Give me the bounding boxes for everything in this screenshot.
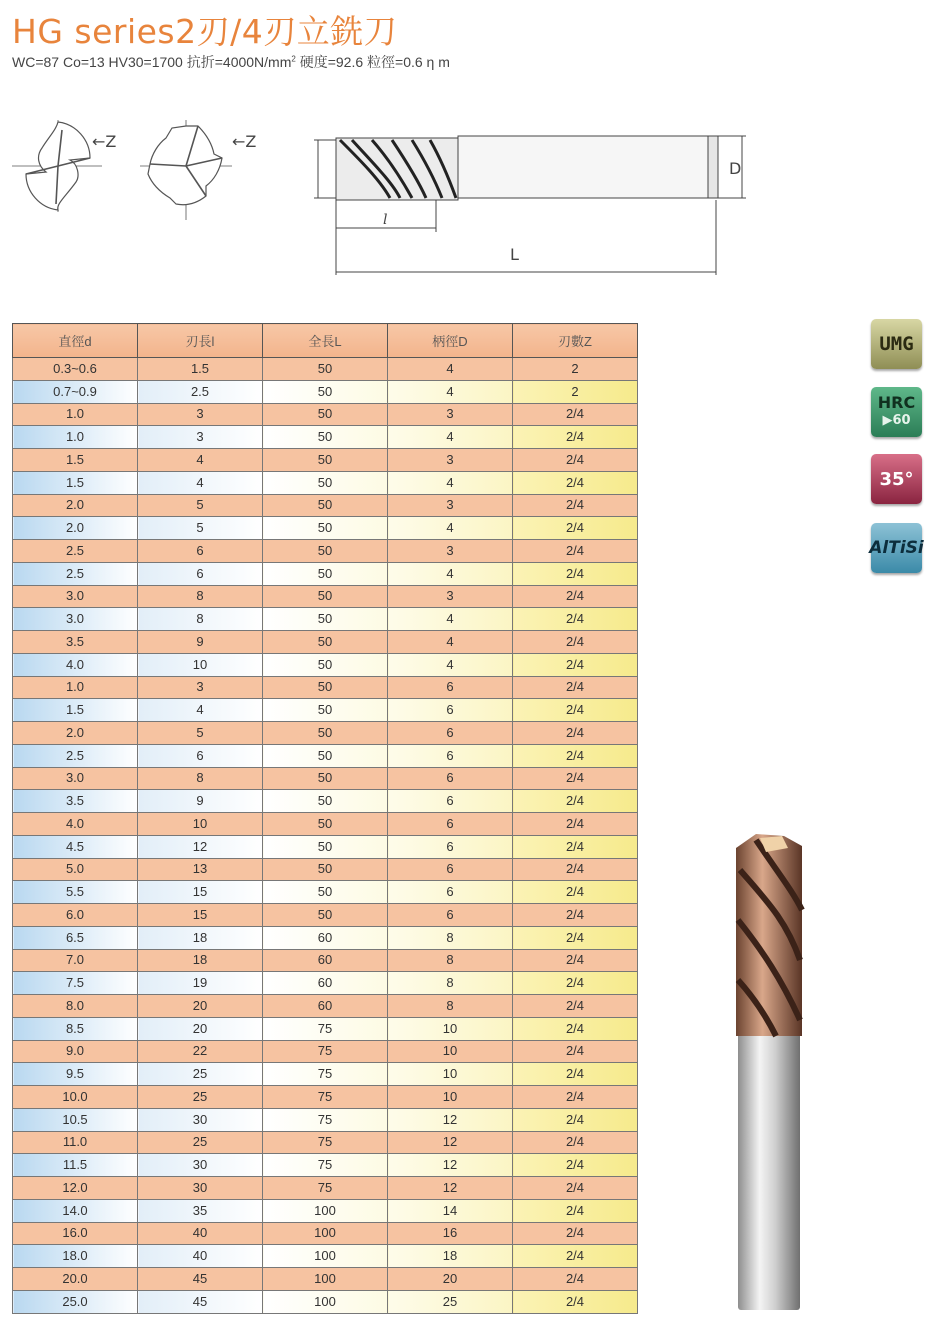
table-cell: 30 (138, 1108, 263, 1131)
umg-badge (871, 319, 922, 369)
table-row (13, 585, 638, 608)
table-cell: 6.5 (13, 926, 138, 949)
table-row (13, 1131, 638, 1154)
table-cell: 10.5 (13, 1108, 138, 1131)
table-cell: 6 (388, 722, 513, 745)
table-cell: 8 (138, 767, 263, 790)
table-cell: 6 (388, 699, 513, 722)
table-cell: 50 (263, 744, 388, 767)
table-cell: 3.0 (13, 608, 138, 631)
four-flute-end-view (140, 120, 232, 220)
table-cell: 8 (388, 949, 513, 972)
table-cell: 2/4 (513, 471, 638, 494)
table-cell: 15 (138, 881, 263, 904)
table-cell: 2/4 (513, 676, 638, 699)
table-cell: 50 (263, 585, 388, 608)
z-label-4flute: ←Z (232, 132, 257, 151)
table-row (13, 1154, 638, 1177)
table-row (13, 767, 638, 790)
table-cell: 12 (388, 1177, 513, 1200)
table-cell: 75 (263, 1086, 388, 1109)
table-cell: 6 (388, 676, 513, 699)
table-cell: 6 (388, 790, 513, 813)
table-row (13, 813, 638, 836)
table-cell: 2/4 (513, 653, 638, 676)
table-cell: 2/4 (513, 1017, 638, 1040)
table-cell: 2 (513, 358, 638, 381)
table-cell: 10.0 (13, 1086, 138, 1109)
table-cell: 2/4 (513, 995, 638, 1018)
table-cell: 14.0 (13, 1199, 138, 1222)
table-cell: 2.5 (13, 562, 138, 585)
table-cell: 9 (138, 631, 263, 654)
table-cell: 2.0 (13, 494, 138, 517)
table-cell: 2/4 (513, 926, 638, 949)
table-cell: 3 (138, 676, 263, 699)
table-cell: 50 (263, 790, 388, 813)
table-cell: 4 (138, 699, 263, 722)
table-cell: 25 (138, 1063, 263, 1086)
table-cell: 50 (263, 722, 388, 745)
table-cell: 2/4 (513, 813, 638, 836)
table-cell: 0.7~0.9 (13, 380, 138, 403)
table-cell: 50 (263, 517, 388, 540)
table-cell: 2/4 (513, 1040, 638, 1063)
table-cell: 2/4 (513, 972, 638, 995)
table-row (13, 608, 638, 631)
table-cell: 75 (263, 1017, 388, 1040)
table-cell: 5 (138, 494, 263, 517)
table-cell: 3.5 (13, 631, 138, 654)
table-cell: 50 (263, 767, 388, 790)
table-cell: 2/4 (513, 562, 638, 585)
table-row (13, 790, 638, 813)
table-cell: 2.5 (138, 380, 263, 403)
table-cell: 2/4 (513, 1086, 638, 1109)
table-cell: 100 (263, 1222, 388, 1245)
table-cell: 50 (263, 813, 388, 836)
table-cell: 12 (138, 835, 263, 858)
table-cell: 50 (263, 403, 388, 426)
table-cell: 16.0 (13, 1222, 138, 1245)
table-cell: 2.0 (13, 722, 138, 745)
helix-angle-text: 35° (879, 468, 914, 490)
table-cell: 3 (388, 403, 513, 426)
table-cell: 75 (263, 1131, 388, 1154)
table-cell: 2/4 (513, 517, 638, 540)
header-flutes: 刃數Z (513, 324, 638, 358)
table-cell: 2.0 (13, 517, 138, 540)
table-cell: 5 (138, 722, 263, 745)
table-cell: 2/4 (513, 881, 638, 904)
table-row (13, 949, 638, 972)
table-cell: 0.3~0.6 (13, 358, 138, 381)
table-row (13, 1177, 638, 1200)
table-cell: 2/4 (513, 1268, 638, 1291)
table-cell: 4 (388, 631, 513, 654)
table-cell: 2/4 (513, 835, 638, 858)
table-cell: 50 (263, 676, 388, 699)
table-cell: 2.5 (13, 744, 138, 767)
table-row (13, 1245, 638, 1268)
header-overall-length: 全長L (263, 324, 388, 358)
table-cell: 75 (263, 1040, 388, 1063)
table-cell: 19 (138, 972, 263, 995)
table-cell: 50 (263, 471, 388, 494)
table-cell: 6.0 (13, 904, 138, 927)
table-row (13, 653, 638, 676)
table-cell: 1.0 (13, 426, 138, 449)
table-cell: 75 (263, 1177, 388, 1200)
table-cell: 2/4 (513, 858, 638, 881)
table-cell: 18 (138, 926, 263, 949)
hrc-badge (871, 387, 922, 437)
table-cell: 15 (138, 904, 263, 927)
table-row (13, 744, 638, 767)
table-row (13, 926, 638, 949)
table-cell: 4 (388, 380, 513, 403)
table-cell: 8.5 (13, 1017, 138, 1040)
table-cell: 60 (263, 995, 388, 1018)
table-cell: 50 (263, 699, 388, 722)
table-cell: 18 (138, 949, 263, 972)
table-row (13, 1108, 638, 1131)
table-cell: 6 (388, 858, 513, 881)
table-cell: 2/4 (513, 631, 638, 654)
table-cell: 35 (138, 1199, 263, 1222)
table-cell: 3.0 (13, 585, 138, 608)
table-cell: 6 (388, 744, 513, 767)
table-cell: 5.0 (13, 858, 138, 881)
table-cell: 75 (263, 1108, 388, 1131)
table-cell: 2/4 (513, 699, 638, 722)
table-cell: 18 (388, 1245, 513, 1268)
table-cell: 1.5 (13, 699, 138, 722)
header-shank-diameter: 柄徑D (388, 324, 513, 358)
table-cell: 10 (388, 1063, 513, 1086)
table-row (13, 449, 638, 472)
table-row (13, 540, 638, 563)
table-cell: 25 (138, 1086, 263, 1109)
table-cell: 2/4 (513, 494, 638, 517)
table-cell: 2/4 (513, 1245, 638, 1268)
table-cell: 4 (388, 358, 513, 381)
table-cell: 2/4 (513, 949, 638, 972)
table-cell: 10 (388, 1040, 513, 1063)
table-cell: 2/4 (513, 790, 638, 813)
spec-table (12, 323, 638, 1314)
table-row (13, 904, 638, 927)
table-cell: 12 (388, 1108, 513, 1131)
table-cell: 16 (388, 1222, 513, 1245)
table-cell: 4 (388, 562, 513, 585)
table-cell: 20.0 (13, 1268, 138, 1291)
table-row (13, 1222, 638, 1245)
hrc-badge-sub: ▶60 (882, 413, 911, 428)
table-cell: 4 (388, 653, 513, 676)
table-cell: 10 (138, 653, 263, 676)
table-cell: 3 (388, 540, 513, 563)
specs-text: WC=87 Co=13 HV30=1700 抗折=4000N/mm (12, 54, 292, 70)
table-row (13, 471, 638, 494)
table-cell: 2/4 (513, 449, 638, 472)
table-cell: 50 (263, 426, 388, 449)
table-cell: 6 (138, 562, 263, 585)
table-cell: 12 (388, 1154, 513, 1177)
table-cell: 2/4 (513, 1108, 638, 1131)
table-cell: 3 (138, 426, 263, 449)
table-cell: 3.0 (13, 767, 138, 790)
table-row (13, 494, 638, 517)
table-row (13, 1063, 638, 1086)
table-row (13, 676, 638, 699)
table-cell: 60 (263, 949, 388, 972)
table-cell: 2/4 (513, 1199, 638, 1222)
header-diameter: 直徑d (13, 324, 138, 358)
table-cell: 2/4 (513, 1290, 638, 1313)
table-cell: 4 (388, 517, 513, 540)
table-cell: 2/4 (513, 904, 638, 927)
table-cell: 7.0 (13, 949, 138, 972)
table-cell: 40 (138, 1222, 263, 1245)
table-cell: 50 (263, 835, 388, 858)
material-specs (12, 52, 450, 72)
table-cell: 75 (263, 1154, 388, 1177)
table-cell: 8 (388, 926, 513, 949)
table-cell: 10 (388, 1086, 513, 1109)
table-cell: 3.5 (13, 790, 138, 813)
table-cell: 4.0 (13, 653, 138, 676)
table-row (13, 1268, 638, 1291)
table-cell: 1.0 (13, 403, 138, 426)
table-cell: 2/4 (513, 722, 638, 745)
table-cell: 2/4 (513, 585, 638, 608)
table-row (13, 1199, 638, 1222)
table-cell: 25.0 (13, 1290, 138, 1313)
header-flute-length: 刃長l (138, 324, 263, 358)
table-cell: 1.5 (138, 358, 263, 381)
table-row (13, 1017, 638, 1040)
table-cell: 4 (388, 426, 513, 449)
table-row (13, 835, 638, 858)
table-cell: 30 (138, 1177, 263, 1200)
table-cell: 50 (263, 858, 388, 881)
table-cell: 50 (263, 358, 388, 381)
table-row (13, 1040, 638, 1063)
table-cell: 11.5 (13, 1154, 138, 1177)
table-cell: 6 (388, 813, 513, 836)
table-cell: 2/4 (513, 744, 638, 767)
table-cell: 50 (263, 881, 388, 904)
table-cell: 2/4 (513, 403, 638, 426)
table-cell: 50 (263, 540, 388, 563)
table-cell: 25 (138, 1131, 263, 1154)
table-cell: 10 (388, 1017, 513, 1040)
table-cell: 8 (388, 972, 513, 995)
table-cell: 2 (513, 380, 638, 403)
table-row (13, 699, 638, 722)
table-cell: 50 (263, 380, 388, 403)
table-cell: 6 (388, 881, 513, 904)
table-cell: 6 (138, 744, 263, 767)
table-cell: 2/4 (513, 1177, 638, 1200)
table-cell: 18.0 (13, 1245, 138, 1268)
table-row (13, 858, 638, 881)
table-cell: 4.5 (13, 835, 138, 858)
table-cell: 2/4 (513, 1222, 638, 1245)
table-cell: 12.0 (13, 1177, 138, 1200)
table-cell: 2/4 (513, 540, 638, 563)
table-cell: 50 (263, 904, 388, 927)
table-cell: 45 (138, 1290, 263, 1313)
table-cell: 4 (388, 471, 513, 494)
table-cell: 40 (138, 1245, 263, 1268)
table-cell: 20 (388, 1268, 513, 1291)
table-row (13, 403, 638, 426)
table-row (13, 380, 638, 403)
table-cell: 9 (138, 790, 263, 813)
table-cell: 1.5 (13, 449, 138, 472)
table-cell: 30 (138, 1154, 263, 1177)
table-cell: 50 (263, 631, 388, 654)
page-title: HG series2刃/4刃立銑刀 (12, 12, 398, 51)
side-view (314, 136, 746, 275)
table-cell: 4 (138, 449, 263, 472)
table-row (13, 881, 638, 904)
table-cell: 6 (388, 835, 513, 858)
table-cell: 6 (388, 767, 513, 790)
table-cell: 10 (138, 813, 263, 836)
table-cell: 2/4 (513, 1063, 638, 1086)
table-cell: 6 (388, 904, 513, 927)
table-row (13, 562, 638, 585)
table-cell: 50 (263, 562, 388, 585)
table-cell: 11.0 (13, 1131, 138, 1154)
table-cell: 5.5 (13, 881, 138, 904)
umg-badge-text: UMG (879, 333, 914, 355)
table-cell: 5 (138, 517, 263, 540)
table-cell: 100 (263, 1199, 388, 1222)
table-cell: 3 (388, 494, 513, 517)
table-row (13, 722, 638, 745)
table-cell: 4.0 (13, 813, 138, 836)
z-label-2flute: ←Z (92, 132, 117, 151)
table-cell: 8 (138, 608, 263, 631)
table-cell: 7.5 (13, 972, 138, 995)
table-cell: 12 (388, 1131, 513, 1154)
helix-angle-badge (871, 454, 922, 504)
specs-superscript: 2 (291, 54, 296, 64)
table-cell: 2/4 (513, 426, 638, 449)
table-cell: 4 (388, 608, 513, 631)
table-cell: 1.0 (13, 676, 138, 699)
table-header-row (13, 324, 638, 358)
table-row (13, 1290, 638, 1313)
end-mill-photo (726, 830, 816, 1315)
table-cell: 2/4 (513, 767, 638, 790)
table-body (13, 358, 638, 1314)
table-cell: 20 (138, 995, 263, 1018)
hrc-badge-text: HRC (877, 393, 916, 412)
table-row (13, 1086, 638, 1109)
coating-badge-text: AlTiSi (869, 538, 924, 558)
specs-tail: 硬度=92.6 粒徑=0.6 η m (295, 54, 450, 70)
table-cell: 100 (263, 1245, 388, 1268)
coating-badge (871, 523, 922, 573)
table-cell: 2/4 (513, 1154, 638, 1177)
table-row (13, 426, 638, 449)
table-cell: 2/4 (513, 608, 638, 631)
table-cell: 22 (138, 1040, 263, 1063)
table-cell: 13 (138, 858, 263, 881)
table-row (13, 517, 638, 540)
table-cell: 6 (138, 540, 263, 563)
table-row (13, 358, 638, 381)
table-cell: 3 (138, 403, 263, 426)
table-cell: 75 (263, 1063, 388, 1086)
table-cell: 2/4 (513, 1131, 638, 1154)
table-cell: 3 (388, 449, 513, 472)
table-cell: 50 (263, 608, 388, 631)
table-cell: 25 (388, 1290, 513, 1313)
table-cell: 50 (263, 494, 388, 517)
table-cell: 100 (263, 1290, 388, 1313)
table-cell: 50 (263, 653, 388, 676)
table-cell: 9.0 (13, 1040, 138, 1063)
table-row (13, 631, 638, 654)
flute-length-label: l (383, 212, 388, 228)
table-cell: 8 (388, 995, 513, 1018)
overall-length-label: L (510, 245, 519, 264)
table-cell: 20 (138, 1017, 263, 1040)
table-row (13, 972, 638, 995)
table-cell: 45 (138, 1268, 263, 1291)
table-cell: 2.5 (13, 540, 138, 563)
two-flute-end-view (12, 120, 102, 212)
table-cell: 8 (138, 585, 263, 608)
table-cell: 4 (138, 471, 263, 494)
table-cell: 60 (263, 926, 388, 949)
table-cell: 8.0 (13, 995, 138, 1018)
table-row (13, 995, 638, 1018)
table-cell: 60 (263, 972, 388, 995)
table-cell: 1.5 (13, 471, 138, 494)
table-cell: 3 (388, 585, 513, 608)
table-cell: 14 (388, 1199, 513, 1222)
end-mill-drawing (0, 100, 760, 280)
table-cell: 9.5 (13, 1063, 138, 1086)
table-cell: 50 (263, 449, 388, 472)
shank-diameter-label: D (729, 159, 742, 178)
table-cell: 100 (263, 1268, 388, 1291)
